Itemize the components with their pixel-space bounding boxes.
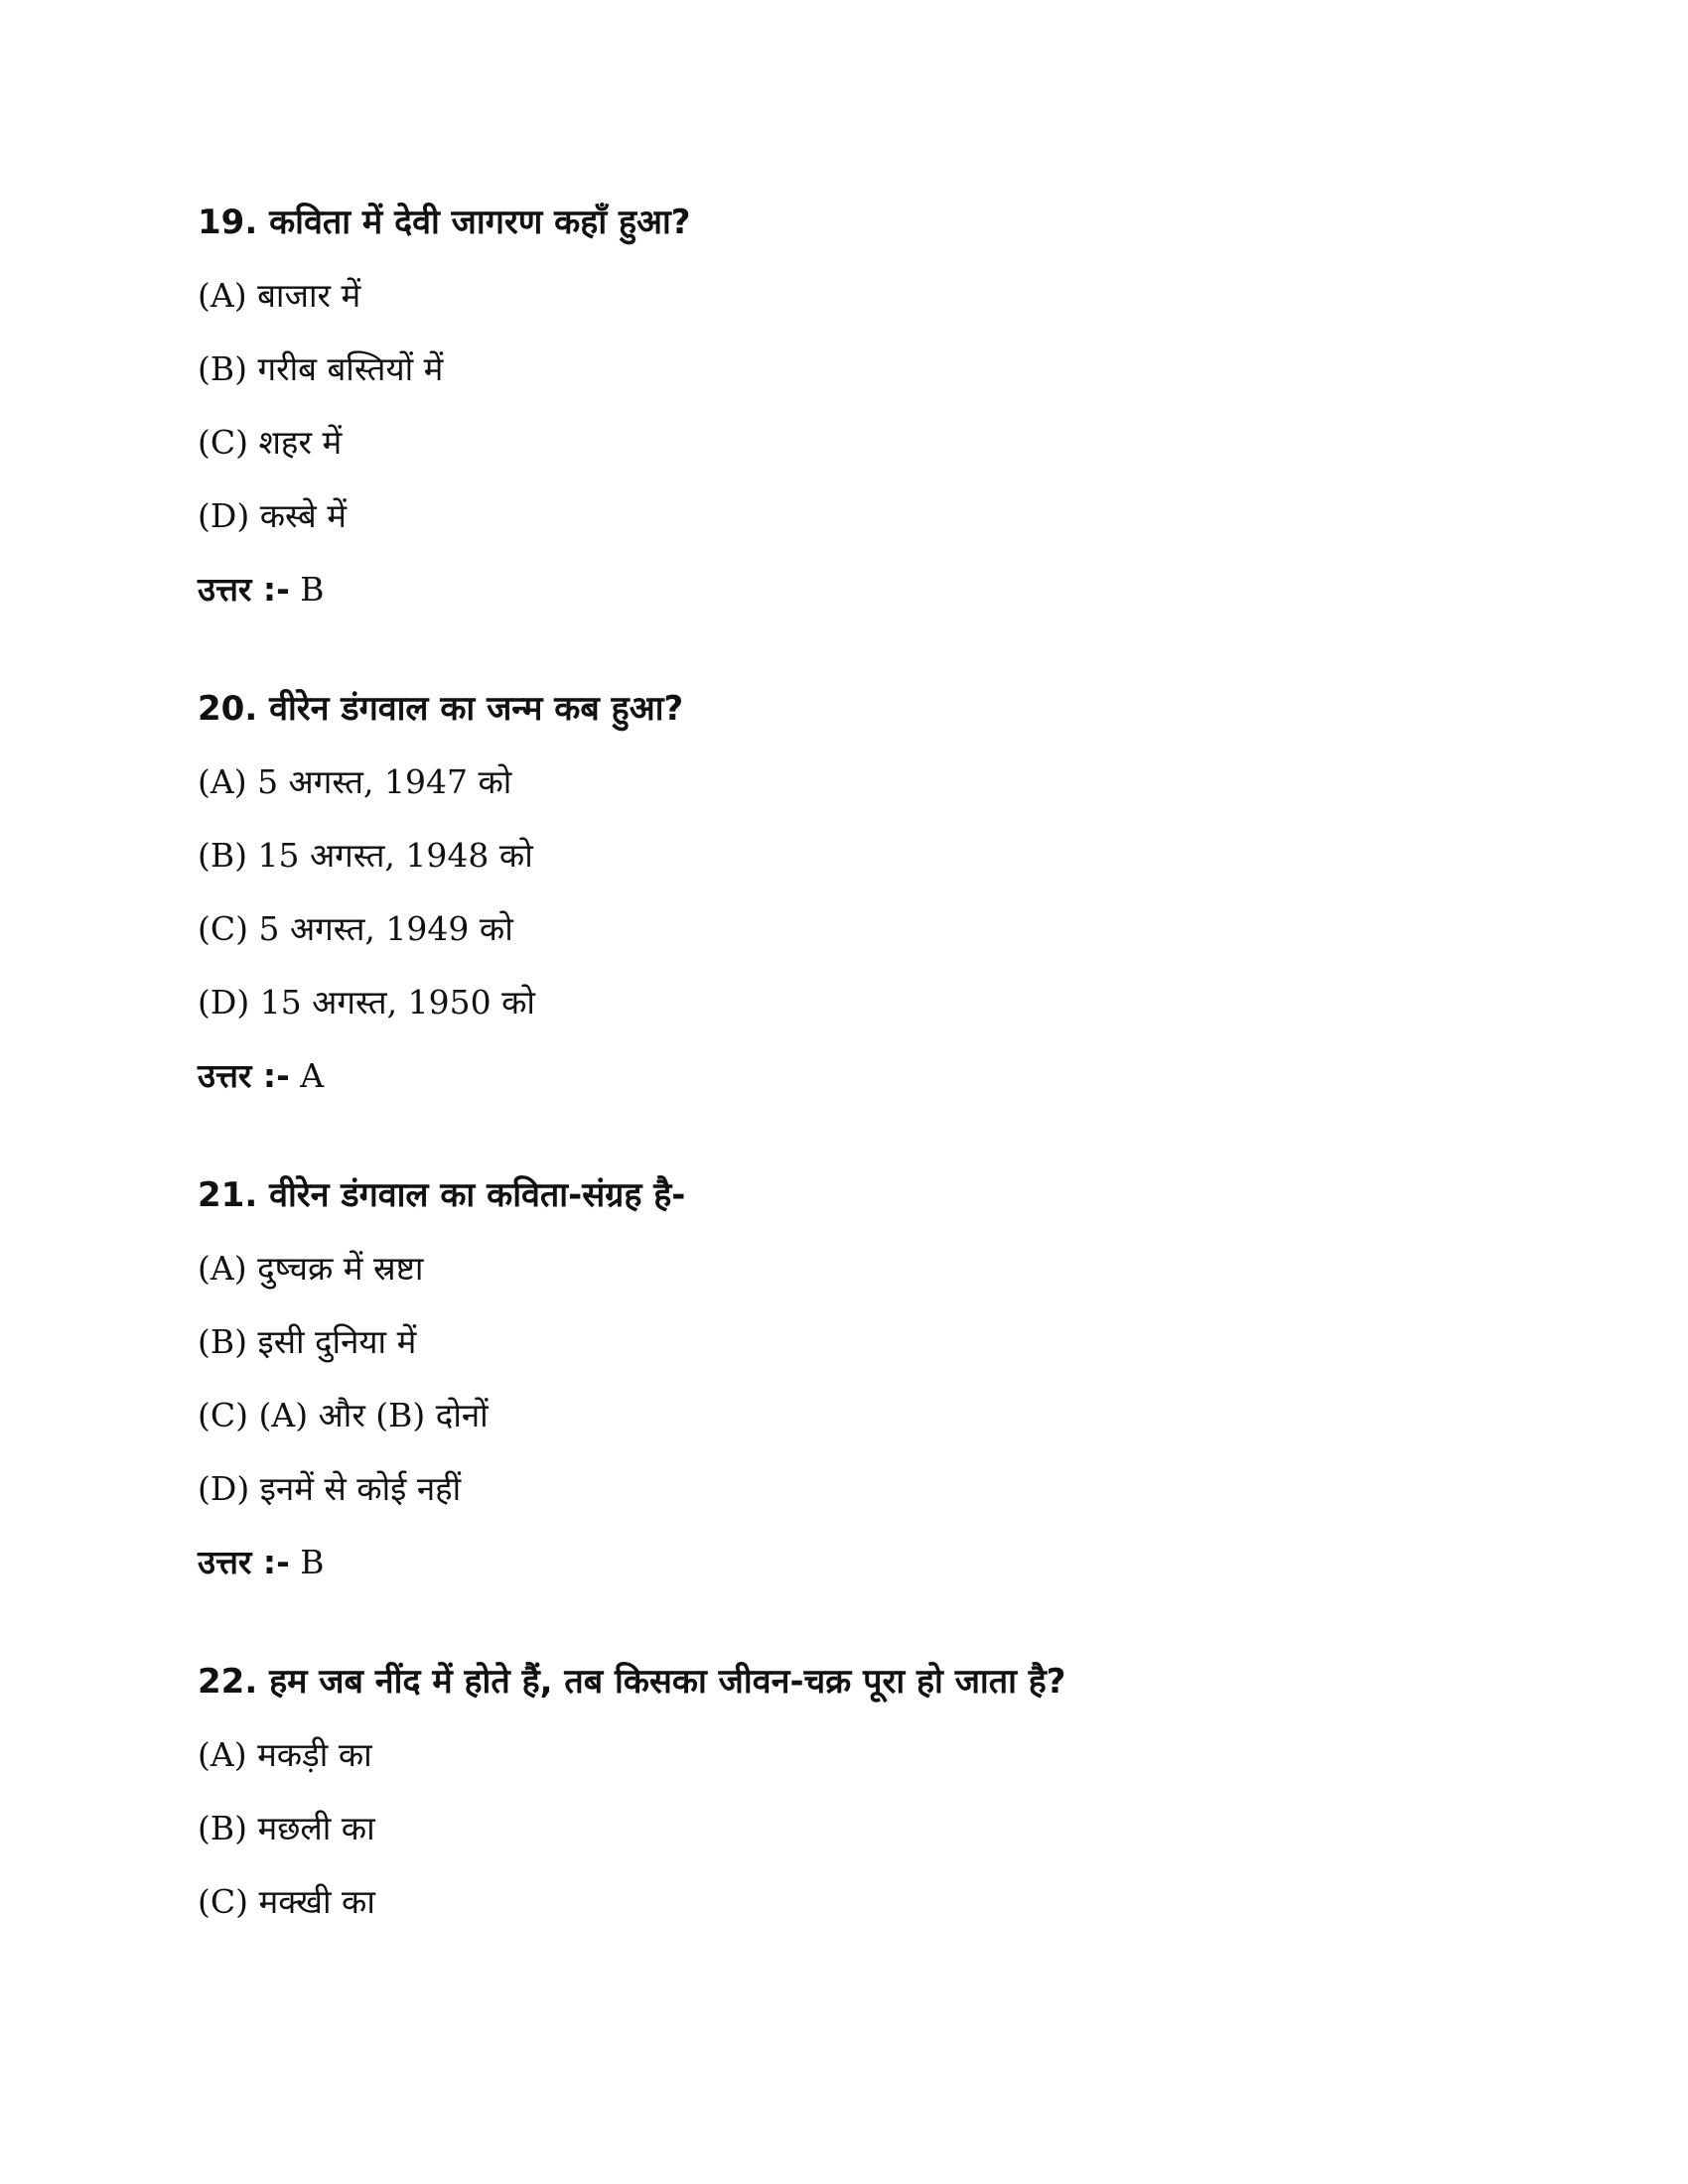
answer-value: B (300, 570, 325, 609)
option-c: (C) (A) और (B) दोनों (198, 1396, 489, 1434)
answer-label: उत्तर :- (198, 570, 290, 609)
option-a: (A) मकड़ी का (198, 1735, 372, 1774)
question-block-22 (198, 1654, 1588, 1948)
option-a: (A) दुष्चक्र में स्रष्टा (198, 1249, 424, 1288)
answer-value: A (300, 1056, 325, 1095)
question-block-19 (198, 195, 1588, 617)
option-c: (C) 5 अगस्त, 1949 को (198, 909, 513, 948)
option-b: (B) मछली का (198, 1809, 375, 1847)
option-a: (A) बाजार में (198, 276, 361, 315)
question-block-21 (198, 1167, 1588, 1590)
option-c: (C) शहर में (198, 423, 343, 462)
question-text: 19. कविता में देवी जागरण कहाँ हुआ? (198, 203, 691, 242)
option-d: (D) कस्बे में (198, 496, 347, 535)
answer-label: उत्तर :- (198, 1056, 290, 1095)
option-b: (B) 15 अगस्त, 1948 को (198, 836, 533, 875)
answer-label: उत्तर :- (198, 1543, 290, 1581)
option-c: (C) मक्खी का (198, 1882, 375, 1921)
option-a: (A) 5 अगस्त, 1947 को (198, 762, 512, 801)
question-text: 21. वीरेन डंगवाल का कविता-संग्रह है- (198, 1175, 686, 1215)
answer-line (198, 1048, 1588, 1104)
answer-line (198, 562, 1588, 617)
option-b: (B) गरीब बस्तियों में (198, 349, 444, 388)
answer-line (198, 1535, 1588, 1590)
option-b: (B) इसी दुनिया में (198, 1322, 417, 1361)
option-d: (D) 15 अगस्त, 1950 को (198, 983, 535, 1022)
option-d: (D) इनमें से कोई नहीं (198, 1469, 462, 1508)
question-block-20 (198, 681, 1588, 1104)
answer-value: B (300, 1543, 325, 1581)
question-text: 20. वीरेन डंगवाल का जन्म कब हुआ? (198, 689, 684, 729)
question-text: 22. हम जब नींद में होते हैं, तब किसका जीवन-चक्र पूरा हो जाता है? (198, 1662, 1066, 1702)
